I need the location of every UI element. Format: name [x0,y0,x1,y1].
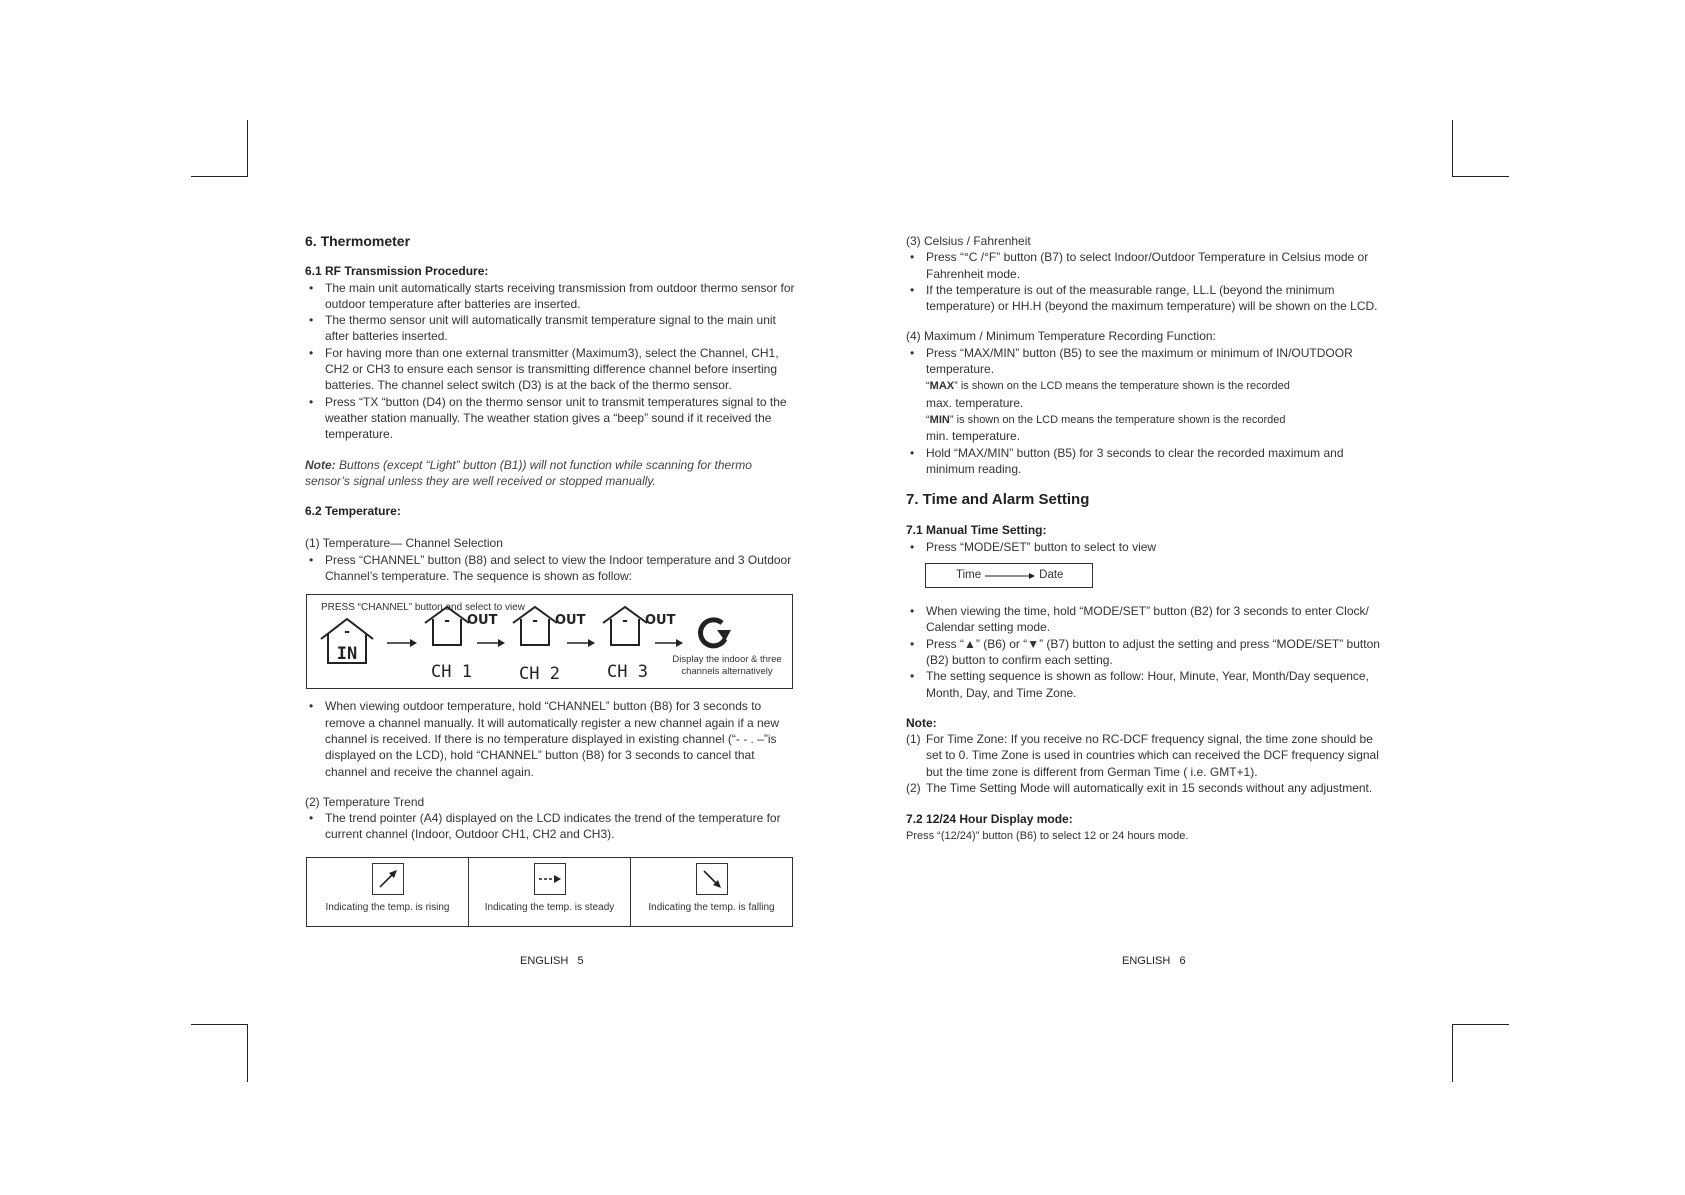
max-min-list [906,345,1391,477]
crop-mark-bottom-right-v [1452,1024,1453,1082]
max-min-bullet-text: Press “MAX/MIN” button (B5) to see the maximum or minimum of IN/OUTDOOR temperature. [926,345,1353,377]
note-text: Buttons (except “Light” button (B1)) will not function while scanning for thermo sensor’s signal unless they are well received or stopped manually. [305,457,752,488]
arrow-head [676,639,683,647]
left-page-footer: ENGLISH 5 [520,955,584,967]
list-item: • Press “°C /°F” button (B7) to select Indoor/Outdoor Temperature in Celsius mode or Fahrenheit mode. [906,249,1391,282]
note-title: Note: [906,715,937,730]
trend-cell-rising [307,858,469,926]
list-item: • When viewing the time, hold “MODE/SET” button (B2) for 3 seconds to enter Clock/ Calendar setting mode. [906,603,1391,636]
list-item: • The main unit automatically starts receiving transmission from outdoor thermo sensor for outdoor temperature after batteries are inserted. [305,280,795,313]
note-number: (2) [906,781,921,796]
channel-label: CH 3 [607,662,648,683]
max-line: “MAX” is shown on the LCD means the temperature shown is the recorded [926,380,1290,393]
list-item: • Press “MODE/SET” button to select to view [906,539,1391,555]
trend-label: Indicating the temp. is rising [325,902,450,914]
list-item: • For having more than one external transmitter (Maximum3), select the Channel, CH1, CH2 or CH3 to ensure each sensor is transmitting difference channel before inserting batteries. The channel select switch (D3) is at the back of the thermo sensor. [305,345,795,394]
channel-selection-title: (1) Temperature— Channel Selection [305,536,503,551]
arrow-right-icon [983,571,1037,581]
cycle-icon [701,620,731,646]
crop-mark-bottom-left-h [191,1024,248,1025]
notes-list [906,731,1391,796]
note-number: (1) [906,732,921,747]
list-item: • Press “▲” (B6) or “▼” (B7) button to adjust the setting and press “MODE/SET” button (B2) button to confirm each setting. [906,636,1391,669]
temperature-trend-list [305,810,795,843]
in-label: IN [336,644,358,665]
manual-time-list [906,539,1391,555]
scan-note [305,457,795,490]
arrow-right-icon [534,863,566,895]
outdoor-dash-3: - [622,613,628,630]
hour-mode-title: 7.2 12/24 Hour Display mode: [906,812,1073,827]
cycle-text-1: Display the indoor & three [672,654,782,666]
rf-transmission-list [305,280,795,443]
list-item: • Press “CHANNEL” button (B8) and select to view the Indoor temperature and 3 Outdoor Channel’s temperature. The sequence is shown as follow: [305,552,795,585]
flow-to: Date [1039,569,1064,582]
list-item: • The trend pointer (A4) displayed on the LCD indicates the trend of the temperature for current channel (Indoor, Outdoor CH1, CH2 and CH3). [305,810,795,843]
right-page-footer: ENGLISH 6 [1122,955,1186,967]
channel-label: CH 1 [431,662,472,683]
trend-label: Indicating the temp. is falling [648,902,775,914]
out-label-2: OUT [555,613,586,629]
outdoor-dash-2: - [532,613,538,630]
list-item: • If the temperature is out of the measurable range, LL.L (beyond the minimum temperature) or HH.H (beyond the maximum temperature) will be shown on the LCD. [906,282,1391,315]
celsius-fahrenheit-title: (3) Celsius / Fahrenheit [906,234,1031,248]
hour-mode-text: Press “(12/24)” button (B6) to select 12 or 24 hours mode. [906,829,1189,842]
channel-label: CH 2 [519,664,560,685]
time-alarm-title: 7. Time and Alarm Setting [906,491,1090,509]
time-date-flow [925,563,1093,588]
crop-mark-top-right-v [1452,120,1453,177]
max-text-2: max. temperature. [926,395,1024,410]
celsius-fahrenheit-list [906,249,1391,314]
temperature-trend-title: (2) Temperature Trend [305,794,425,809]
rf-transmission-title: 6.1 RF Transmission Procedure: [305,264,489,279]
trend-cell-steady [469,858,631,926]
max-min-title: (4) Maximum / Minimum Temperature Recording Function: [906,329,1216,344]
outdoor-dash-1: - [444,613,450,630]
arrow-up-right-icon [372,863,404,895]
arrow-head [498,639,505,647]
temperature-title: 6.2 Temperature: [305,504,401,519]
max-text: is shown on the LCD means the temperature shown is the recorded [957,380,1290,393]
manual-time-title: 7.1 Manual Time Setting: [906,523,1047,538]
channel-selection-list [305,552,795,585]
min-text-2: min. temperature. [926,429,1021,444]
min-text: is shown on the LCD means the temperature shown is the recorded [953,413,1286,426]
max-badge: MAX [929,380,955,393]
crop-mark-top-left-h [191,176,248,177]
out-label-3: OUT [645,613,676,629]
channel-sequence-graphic [307,595,794,690]
crop-mark-top-right-h [1452,176,1509,177]
crop-mark-bottom-left-v [247,1024,248,1082]
flow-from: Time [956,569,982,582]
trend-label: Indicating the temp. is steady [484,902,615,914]
channel-sequence-diagram [306,594,793,689]
arrow-head [588,639,595,647]
list-item [906,345,1391,445]
remove-channel-list [305,698,795,779]
list-item: • Press “TX “button (D4) on the thermo sensor unit to transmit temperatures signal to the weather station manually. The weather station gives a “beep” sound if it received the temperature. [305,394,795,443]
trend-table [306,857,793,927]
left-page [305,233,795,927]
list-item: • Hold “MAX/MIN” button (B5) for 3 seconds to clear the recorded maximum and minimum reading. [906,445,1391,478]
list-item: • The setting sequence is shown as follow: Hour, Minute, Year, Month/Day sequence, Month, Day, and Time Zone. [906,668,1391,701]
diagram-caption: PRESS “CHANNEL” button and select to view [321,602,525,614]
time-setting-list [906,603,1391,701]
cycle-text-2: channels alternatively [681,666,773,678]
list-item: • The thermo sensor unit will automatically transmit temperature signal to the main unit after batteries inserted. [305,312,795,345]
arrow-head [410,639,417,647]
right-page [906,233,1391,844]
arrow-down-right-icon [696,863,728,895]
indoor-dash: - [344,624,350,641]
crop-mark-top-left-v [247,120,248,177]
list-item [906,731,1391,780]
crop-mark-bottom-right-h [1452,1024,1509,1025]
note-label: Note: [305,457,336,472]
min-line: “MIN” is shown on the LCD means the temperature shown is the recorded [926,413,1286,426]
note-text: The Time Setting Mode will automatically exit in 15 seconds without any adjustment. [926,781,1373,796]
trend-cell-falling [631,858,792,926]
note-text: For Time Zone: If you receive no RC-DCF frequency signal, the time zone should be set to 0. Time Zone is used in countries which can received the DCF frequency signal but the time zone is different from German Time ( i.e. GMT+1). [926,732,1379,779]
list-item [906,780,1391,796]
list-item: • When viewing outdoor temperature, hold “CHANNEL” button (B8) for 3 seconds to remove a channel manually. It will automatically register a new channel again if a new channel is received. If there is no temperature displayed in existing channel (“- - . –”is displayed on the LCD), hold “CHANNEL” button (B8) for 3 seconds to cancel that channel and receive the channel again. [305,698,795,779]
min-badge: MIN [929,413,950,426]
out-label-1: OUT [467,613,498,629]
section-title-thermometer: 6. Thermometer [305,233,411,249]
